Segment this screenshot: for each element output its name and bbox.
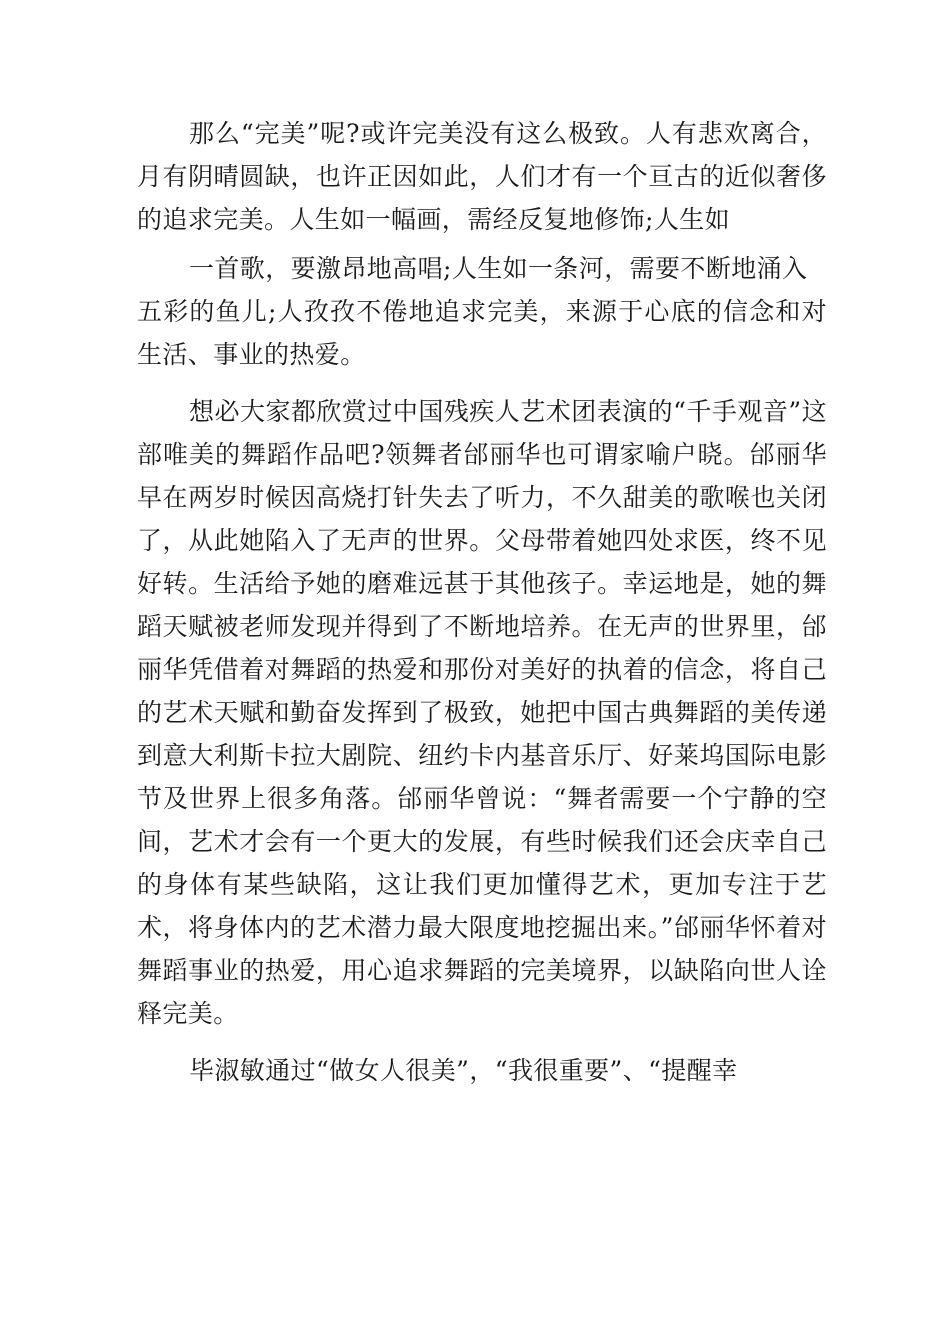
paragraph-life-song-first-line: 一首歌，要激昂地高唱;人生如一条河，需要不断地涌入 bbox=[189, 254, 808, 283]
paragraph-life-song bbox=[137, 247, 827, 376]
paragraph-perfection-intro: 那么“完美”呢?或许完美没有这么极致。人有悲欢离合，月有阴晴圆缺，也许正因如此，人们才有一个亘古的近似奢侈的追求完美。人生如一幅画，需经反复地修饰;人生如 bbox=[137, 119, 827, 234]
paragraph-bi-shumin: 毕淑敏通过“做女人很美”，“我很重要”、“提醒幸 bbox=[189, 1056, 738, 1085]
paragraph-life-song-rest: 五彩的鱼儿;人孜孜不倦地追求完美，来源于心底的信念和对生活、事业的热爱。 bbox=[137, 297, 827, 369]
paragraph-tai-lihua: 想必大家都欣赏过中国残疾人艺术团表演的“千手观音”这部唯美的舞蹈作品吧?领舞者邰丽华也可谓家喻户晓。邰丽华早在两岁时候因高烧打针失去了听力，不久甜美的歌喉也关闭了，从此她陷入了无声的世界。父母带着她四处求医，终不见好转。生活给予她的磨难远甚于其他孩子。幸运地是，她的舞蹈天赋被老师发现并得到了不断地培养。在无声的世界里，邰丽华凭借着对舞蹈的热爱和那份对美好的执着的信念，将自己的艺术天赋和勤奋发挥到了极致，她把中国古典舞蹈的美传递到意大利斯卡拉大剧院、纽约卡内基音乐厅、好莱坞国际电影节及世界上很多角落。邰丽华曾说：“舞者需要一个宁静的空间，艺术才会有一个更大的发展，有些时候我们还会庆幸自己的身体有某些缺陷，这让我们更加懂得艺术，更加专注于艺术，将身体内的艺术潜力最大限度地挖掘出来。”邰丽华怀着对舞蹈事业的热爱，用心追求舞蹈的完美境界，以缺陷向世人诠释完美。 bbox=[137, 397, 827, 1028]
document-body bbox=[137, 112, 827, 1092]
